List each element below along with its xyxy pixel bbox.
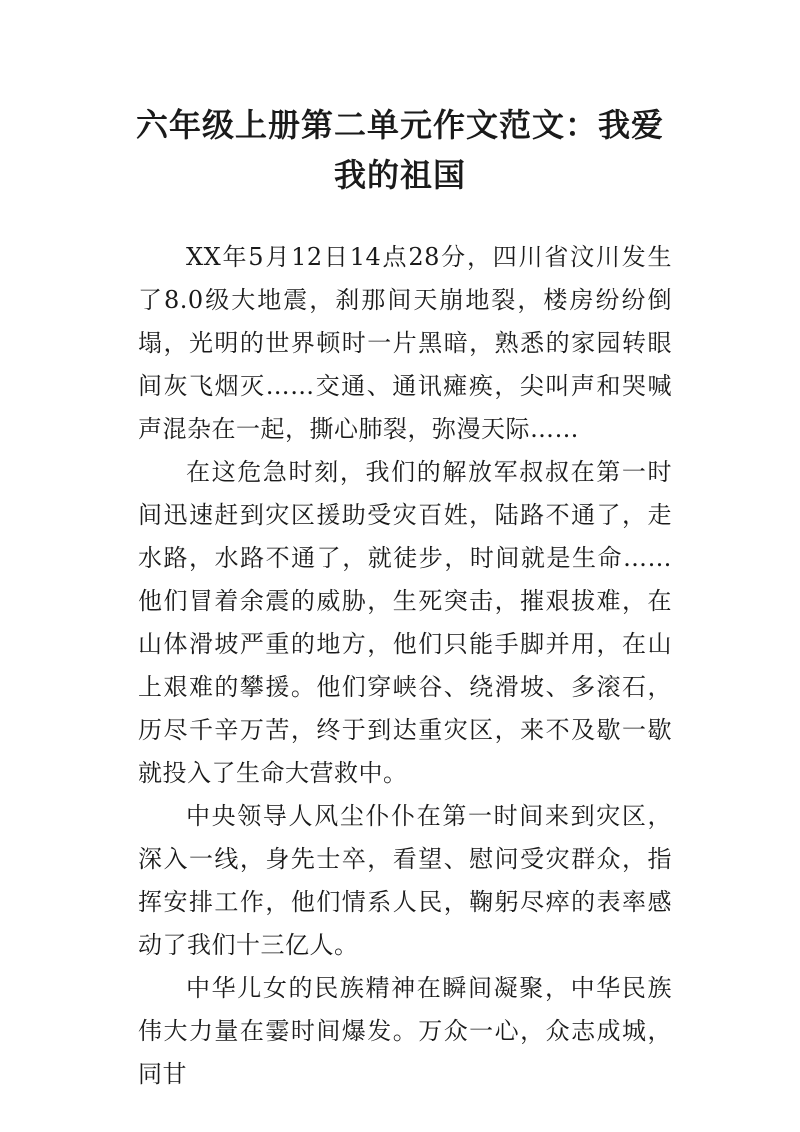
document-body — [138, 236, 672, 1096]
paragraph-2: 在这危急时刻，我们的解放军叔叔在第一时间迅速赶到灾区援助受灾百姓，陆路不通了，走水路，水路不通了，就徒步，时间就是生命……他们冒着余震的威胁，生死突击，摧艰拔难，在山体滑坡严重的地方，他们只能手脚并用，在山上艰难的攀援。他们穿峡谷、绕滑坡、多滚石，历尽千辛万苦，终于到达重灾区，来不及歇一歇就投入了生命大营救中。 — [138, 458, 672, 787]
paragraph-3: 中央领导人风尘仆仆在第一时间来到灾区，深入一线，身先士卒，看望、慰问受灾群众，指挥安排工作，他们情系人民，鞠躬尽瘁的表率感动了我们十三亿人。 — [138, 802, 672, 959]
document-title: 六年级上册第二单元作文范文：我爱我的祖国 — [135, 106, 664, 194]
paragraph-4: 中华儿女的民族精神在瞬间凝聚，中华民族伟大力量在霎时间爆发。万众一心，众志成城，同甘 — [138, 974, 672, 1088]
paragraph-1: XX年5月12日14点28分，四川省汶川发生了8.0级大地震，刹那间天崩地裂，楼房纷纷倒塌，光明的世界顿时一片黑暗，熟悉的家园转眼间灰飞烟灭……交通、通讯瘫痪，尖叫声和哭喊声混杂在一起，撕心肺裂，弥漫天际…… — [138, 243, 672, 443]
